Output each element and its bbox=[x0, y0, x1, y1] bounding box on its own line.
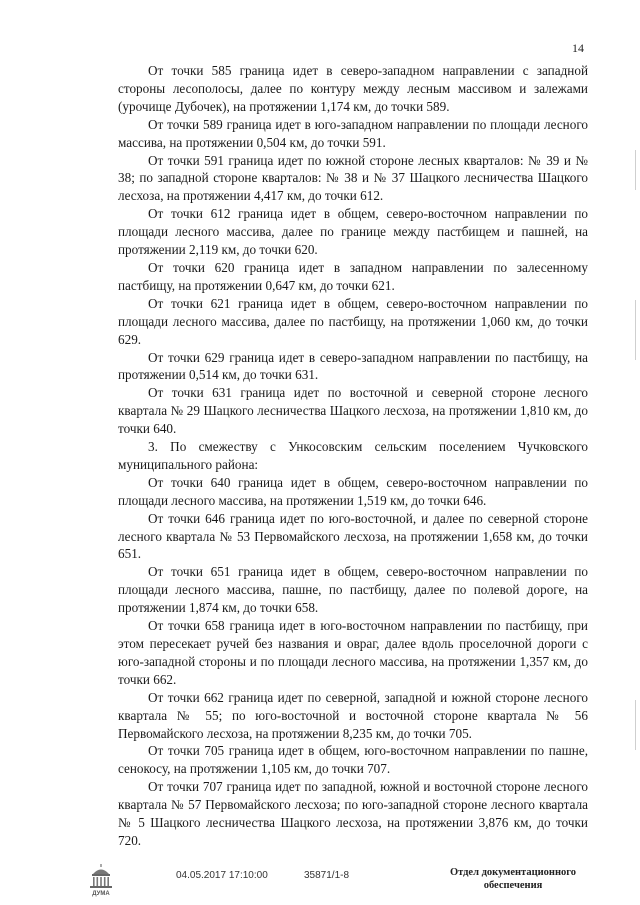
department-line-2: обеспечения bbox=[483, 880, 543, 891]
department-stamp bbox=[438, 866, 588, 892]
scan-edge-mark bbox=[635, 700, 636, 750]
document-body bbox=[118, 62, 588, 850]
logo-text: ДУМА bbox=[92, 891, 110, 897]
department-line-1: Отдел документационного bbox=[449, 867, 577, 878]
paragraph: От точки 612 граница идет в общем, северо-восточном направлении по площади лесного массива, далее по границе между пастбищем и пашней, на протяжении 2,119 км, до точки 620. bbox=[118, 206, 588, 258]
paragraph: От точки 640 граница идет в общем, северо-восточном направлении по площади лесного массива, на протяжении 1,519 км, до точки 646. bbox=[118, 474, 588, 508]
paragraph: От точки 651 граница идет в общем, северо-восточном направлении по площади лесного массива, пашне, по пастбищу, далее по полевой дороге, на протяжении 1,874 км, до точки 658. bbox=[118, 564, 588, 616]
scan-edge-mark bbox=[635, 300, 636, 360]
paragraph: От точки 629 граница идет в северо-западном направлении по пастбищу, на протяжении 0,514 км, до точки 631. bbox=[118, 349, 588, 383]
scan-edge-mark bbox=[635, 150, 636, 190]
section-heading-paragraph: 3. По смежеству с Ункосовским сельским поселением Чучковского муниципального района: bbox=[118, 439, 588, 472]
registration-date: 04.05.2017 17:10:00 bbox=[176, 870, 268, 881]
paragraph: От точки 589 граница идет в юго-западном направлении по площади лесного массива, на протяжении 0,504 км, до точки 591. bbox=[118, 116, 588, 150]
paragraph: От точки 705 граница идет в общем, юго-восточном направлении по пашне, сенокосу, на протяжении 1,105 км, до точки 707. bbox=[118, 743, 588, 777]
paragraph: От точки 591 граница идет по южной стороне лесных кварталов: № 39 и № 38; по западной стороне кварталов: № 38 и № 37 Шацкого лесничества Шацкого лесхоза, на протяжении 4,417 км, до точки 612. bbox=[118, 152, 588, 204]
paragraph: От точки 646 граница идет по юго-восточной, и далее по северной стороне лесного квартала № 53 Первомайского лесхоза, на протяжении 1,658 км, до точки 651. bbox=[118, 510, 588, 562]
registration-code: 35871/1-8 bbox=[304, 870, 350, 881]
paragraph: От точки 620 граница идет в западном направлении по залесенному пастбищу, на протяжении 0,647 км, до точки 621. bbox=[118, 259, 588, 293]
page-number: 14 bbox=[572, 41, 584, 55]
paragraph: От точки 621 граница идет в общем, северо-восточном направлении по площади лесного массива, далее по пастбищу, на протяжении 1,060 км, до точки 629. bbox=[118, 295, 588, 347]
paragraph: От точки 707 граница идет по западной, южной и восточной стороне лесного квартала № 57 Первомайского лесхоза; по юго-западной стороне лесного квартала № 5 Шацкого лесничества Шацкого лесхоза, на протяжении 3,876 км, до точки 720. bbox=[118, 779, 588, 848]
paragraph: От точки 658 граница идет в юго-восточном направлении по пастбищу, при этом пересекает ручей без названия и овраг, далее вдоль проселочной дороги с юго-западной стороны и по площади лесного массива, на протяжении 1,357 км, до точки 662. bbox=[118, 618, 588, 687]
paragraph: От точки 662 граница идет по северной, западной и южной стороне лесного квартала № 55; по юго-восточной и восточной стороне квартала № 56 Первомайского лесхоза, на протяжении 8,235 км, до точки 705. bbox=[118, 689, 588, 741]
page-footer bbox=[0, 860, 640, 900]
paragraph: От точки 585 граница идет в северо-западном направлении с западной стороны лесополосы, далее по контуру между лесным массивом и залежами (урочище Дубочек), на протяжении 1,174 км, до точки 589. bbox=[118, 63, 588, 114]
paragraph: От точки 631 граница идет по восточной и северной стороне лесного квартала № 29 Шацкого лесничества Шацкого лесхоза, на протяжении 1,810 км, до точки 640. bbox=[118, 385, 588, 437]
duma-building-icon bbox=[84, 862, 118, 898]
